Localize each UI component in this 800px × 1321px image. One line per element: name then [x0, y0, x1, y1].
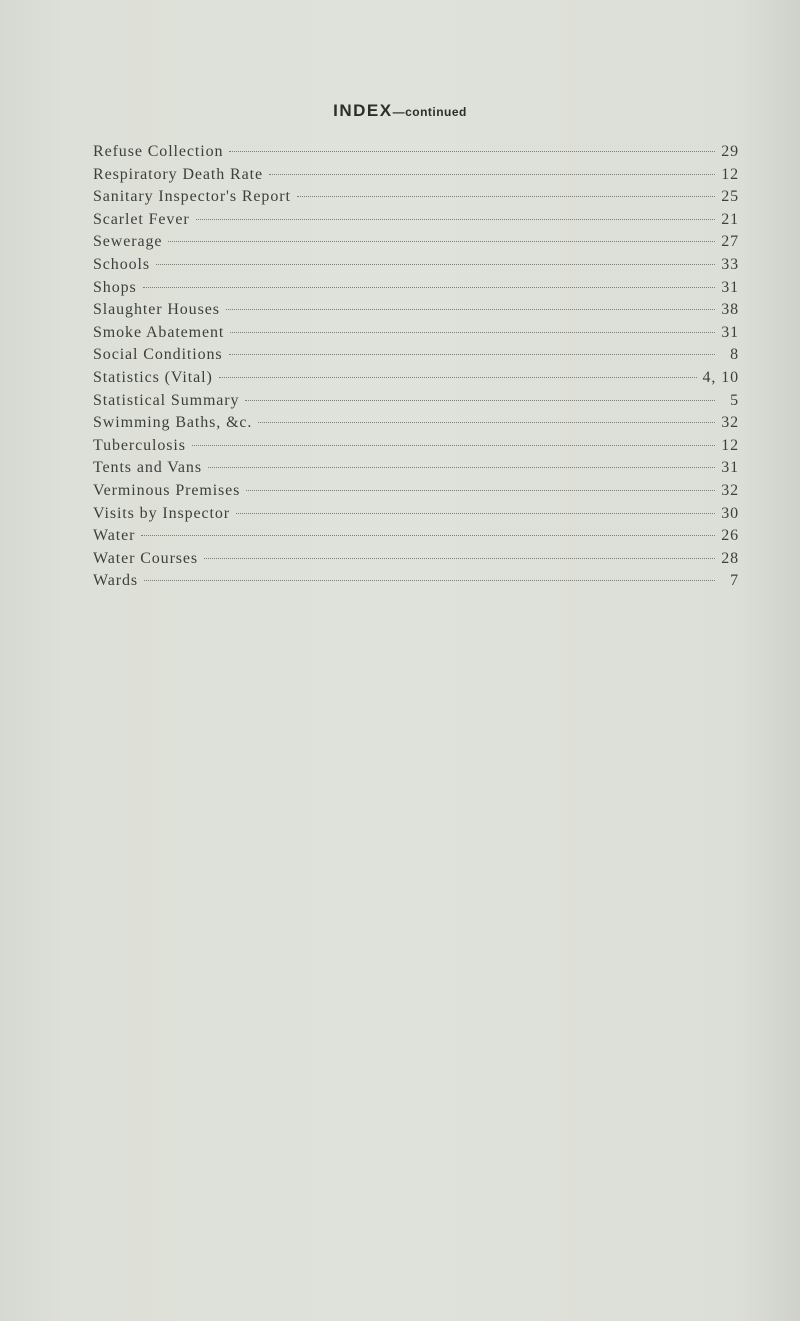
index-page-number: 26 — [721, 527, 739, 545]
index-page-number: 5 — [730, 391, 739, 409]
index-entry — [93, 324, 739, 347]
page-heading — [0, 101, 800, 121]
dot-leader — [196, 219, 715, 220]
index-term: Swimming Baths, &c. — [93, 414, 253, 432]
index-page-number: 12 — [721, 436, 739, 454]
index-entry — [93, 505, 739, 528]
dot-leader — [236, 513, 715, 514]
dot-leader — [258, 422, 715, 423]
index-term: Statistical Summary — [93, 391, 240, 409]
index-term: Visits by Inspector — [93, 504, 231, 522]
dot-leader — [156, 264, 715, 265]
dot-leader — [297, 196, 715, 197]
index-page-number: 29 — [721, 143, 739, 160]
index-entry — [93, 572, 739, 595]
index-list — [93, 143, 739, 595]
index-entry — [93, 301, 739, 324]
index-entry — [93, 211, 739, 234]
index-term: Water Courses — [93, 549, 199, 567]
index-term: Social Conditions — [93, 346, 223, 364]
index-entry — [93, 233, 739, 256]
dot-leader — [168, 241, 715, 242]
index-term: Schools — [93, 255, 150, 273]
index-page-number: 31 — [721, 278, 739, 296]
dot-leader — [219, 377, 697, 378]
index-term: Shops — [93, 278, 137, 296]
index-page-number: 8 — [730, 346, 739, 364]
index-page-number: 12 — [721, 165, 739, 183]
dot-leader — [208, 467, 715, 468]
index-term: Respiratory Death Rate — [93, 165, 263, 183]
heading-subtitle: —continued — [392, 105, 467, 119]
heading-title: INDEX — [333, 101, 393, 120]
dot-leader — [269, 174, 715, 175]
index-term: Water — [93, 527, 136, 545]
index-term: Slaughter Houses — [93, 301, 220, 319]
index-entry — [93, 166, 739, 189]
dot-leader — [229, 151, 715, 152]
index-entry — [93, 369, 739, 392]
index-page-number: 33 — [721, 255, 739, 273]
dot-leader — [204, 558, 715, 559]
index-term: Smoke Abatement — [93, 323, 225, 341]
dot-leader — [245, 400, 715, 401]
index-page-number: 7 — [730, 572, 739, 590]
index-term: Tents and Vans — [93, 459, 202, 477]
index-term: Statistics (Vital) — [93, 368, 213, 386]
index-page-number: 38 — [721, 301, 739, 319]
index-term: Sanitary Inspector's Report — [93, 188, 291, 206]
index-entry — [93, 256, 739, 279]
index-term: Scarlet Fever — [93, 210, 190, 228]
index-page-number: 21 — [721, 210, 739, 228]
index-term: Refuse Collection — [93, 143, 224, 160]
index-entry — [93, 392, 739, 415]
index-page-number: 28 — [721, 549, 739, 567]
index-page-number: 25 — [721, 188, 739, 206]
index-entry — [93, 279, 739, 302]
dot-leader — [226, 309, 715, 310]
index-entry — [93, 346, 739, 369]
dot-leader — [192, 445, 715, 446]
index-entry — [93, 527, 739, 550]
index-entry — [93, 482, 739, 505]
index-term: Wards — [93, 572, 138, 590]
index-entry — [93, 188, 739, 211]
index-page-number: 31 — [721, 323, 739, 341]
index-page-number: 32 — [721, 414, 739, 432]
dot-leader — [230, 332, 715, 333]
index-entry — [93, 459, 739, 482]
index-entry — [93, 143, 739, 166]
index-page-number: 32 — [721, 481, 739, 499]
index-page-number: 31 — [721, 459, 739, 477]
index-entry — [93, 550, 739, 573]
index-page-number: 30 — [721, 504, 739, 522]
index-page-number: 27 — [721, 233, 739, 251]
index-term: Sewerage — [93, 233, 163, 251]
index-entry — [93, 437, 739, 460]
dot-leader — [143, 287, 715, 288]
dot-leader — [144, 580, 715, 581]
index-term: Verminous Premises — [93, 481, 241, 499]
index-entry — [93, 414, 739, 437]
dot-leader — [246, 490, 715, 491]
index-page-number: 4, 10 — [702, 368, 739, 386]
dot-leader — [141, 535, 715, 536]
index-term: Tuberculosis — [93, 436, 186, 454]
dot-leader — [229, 354, 715, 355]
